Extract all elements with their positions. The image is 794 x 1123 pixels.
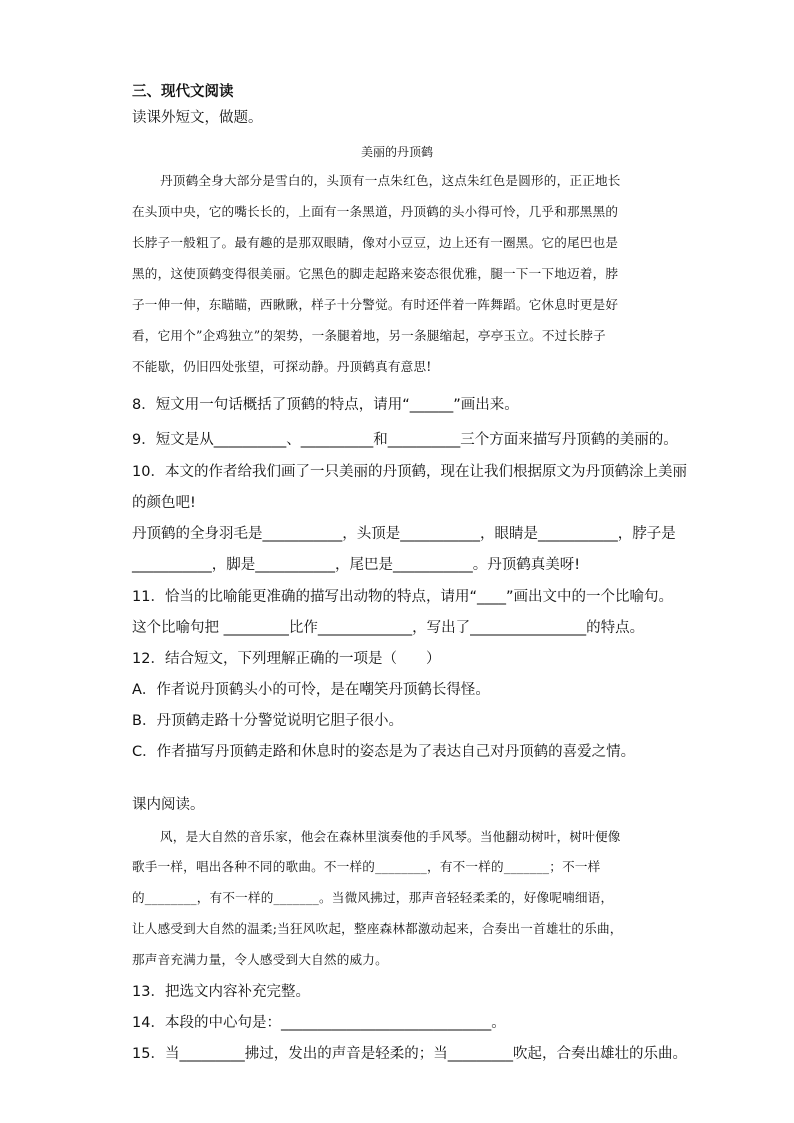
- question-15: 15．当_________拂过，发出的声音是轻柔的；当_________吹起，合奏出雄壮的乐曲。: [132, 1046, 687, 1062]
- question-14: 14．本段的中心句是：_____________________________。: [132, 1015, 506, 1031]
- passage-title: 美丽的丹顶鹤: [360, 145, 433, 159]
- question-11: 11．恰当的比喻能更准确的描写出动物的特点，请用“____”画出文中的一个比喻句。: [132, 589, 673, 605]
- passage2-line: 歌手一样，唱出各种不同的歌曲。不一样的________，有不一样的_______；不一样: [132, 859, 601, 874]
- passage-line: 在头顶中央，它的嘴长长的，上面有一条黑道，丹顶鹤的头小得可怜，几乎和那黑黑的: [132, 204, 619, 219]
- passage-line: 黑的，这使顶鹤变得很美丽。它黑色的脚走起路来姿态很优雅，腿一下一下地迈着，脖: [132, 266, 619, 281]
- question-10-cont: 的颜色吧!: [132, 495, 196, 511]
- passage-line: 长脖子一般粗了。最有趣的是那双眼睛，像对小豆豆，边上还有一圈黑。它的尾巴也是: [132, 235, 619, 250]
- question-8: 8．短文用一句话概括了顶鹤的特点，请用“______”画出来。: [132, 397, 519, 413]
- passage-line: 看，它用个”企鸡独立”的架势，一条腿着地，另一条腿缩起，亭亭玉立。不过长脖子: [132, 328, 606, 343]
- question-11-fill: 这个比喻句把 _________比作_____________，写出了________________的特点。: [132, 620, 645, 636]
- question-10-fill-2: ___________，脚是___________，尾巴是___________。丹顶鹤真美呀!: [132, 557, 581, 573]
- passage2-line: 风，是大自然的音乐家，他会在森林里演奏他的手风琴。当他翻动树叶，树叶便像: [160, 829, 621, 844]
- passage-line: 子一伸一伸，东瞄瞄，西瞅瞅，样子十分警觉。有时还伴着一阵舞蹈。它休息时更是好: [132, 297, 619, 312]
- option-b: B．丹顶鹤走路十分警觉说明它胆子很小。: [132, 713, 403, 729]
- passage2-line: 的________，有不一样的_______。当微风拂过，那声音轻轻柔柔的，好像呢喃细语，: [132, 890, 614, 905]
- question-10: 10．本文的作者给我们画了一只美丽的丹顶鹤，现在让我们根据原文为丹顶鹤涂上美丽: [132, 464, 687, 480]
- passage-line: 丹顶鹤全身大部分是雪白的，头顶有一点朱红色，这点朱红色是圆形的，正正地长: [160, 173, 621, 188]
- section2-heading: 课内阅读。: [132, 797, 205, 813]
- passage2-line: 那声音充满力量，令人感受到大自然的威力。: [132, 952, 388, 967]
- section-instruction: 读课外短文，做题。: [132, 110, 263, 126]
- passage-line: 不能歇，仍旧四处张望，可探动静。丹顶鹤真有意思!: [132, 359, 432, 374]
- question-10-fill-1: 丹顶鹤的全身羽毛是___________，头顶是___________，眼睛是___________，脖子是: [132, 526, 676, 542]
- option-c: C．作者描写丹顶鹤走路和休息时的姿态是为了表达自己对丹顶鹤的喜爱之情。: [132, 744, 636, 760]
- question-12: 12．结合短文，下列理解正确的一项是（ ）: [132, 651, 441, 667]
- section-heading: 三、现代文阅读: [132, 84, 234, 100]
- passage2-line: 让人感受到大自然的温柔;当狂风吹起，整座森林都激动起来，合奏出一首雄壮的乐曲，: [132, 921, 623, 936]
- option-a: A．作者说丹顶鹤头小的可怜，是在嘲笑丹顶鹤长得怪。: [132, 682, 490, 698]
- question-9: 9．短文是从__________、__________和__________三个方面来描写丹顶鹤的美丽的。: [132, 432, 678, 448]
- question-13: 13．把选文内容补充完整。: [132, 984, 310, 1000]
